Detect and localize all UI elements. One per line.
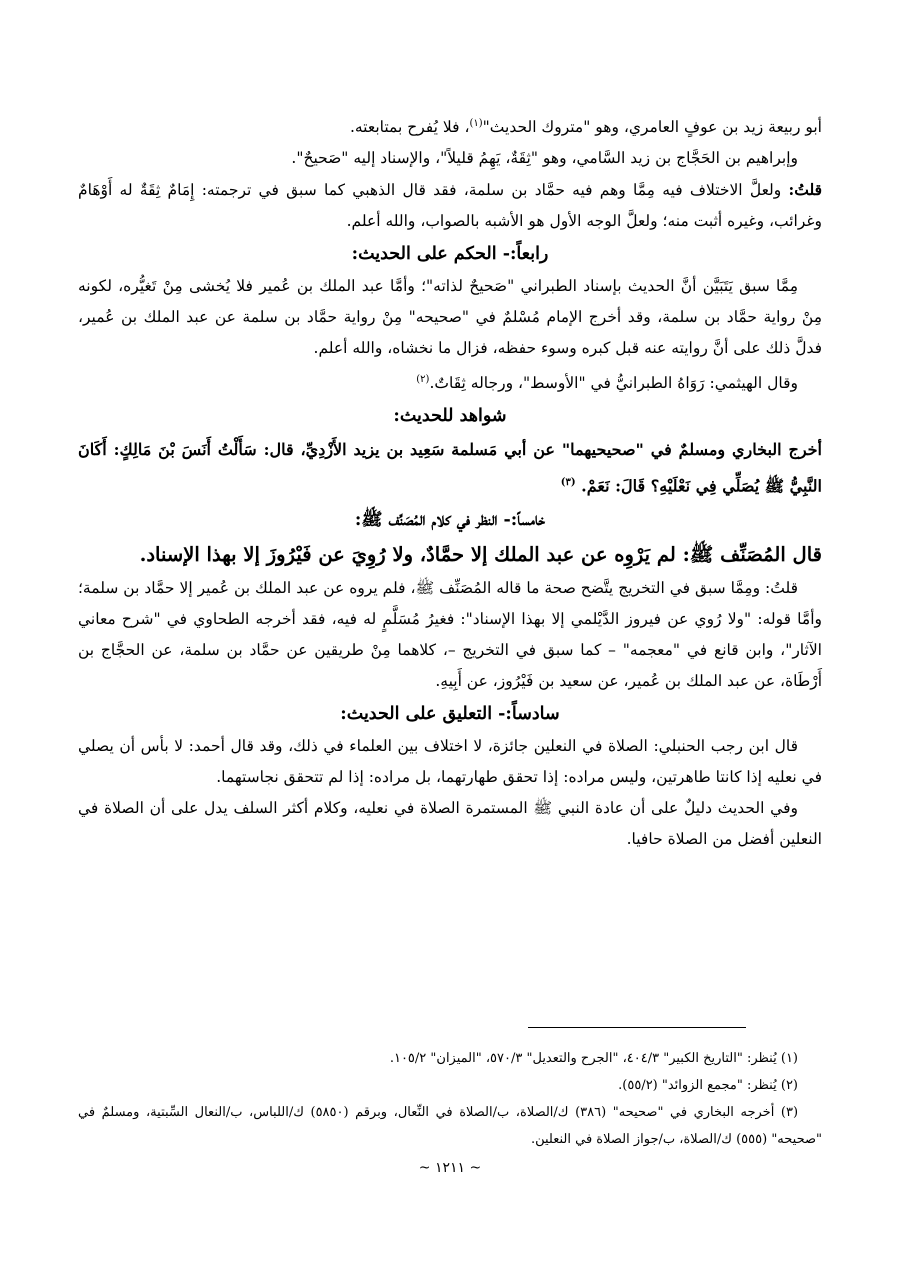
paragraph: وفي الحديث دليلٌ على أن عادة النبي ﷺ المستمرة الصلاة في نعليه، وكلام أكثر السلف يدل على أن الصلاة في النعلين أفضل من الصلاة حافيا. bbox=[78, 798, 822, 848]
section-heading: رابعاً:- الحكم على الحديث: bbox=[351, 244, 549, 265]
paragraph bbox=[78, 174, 822, 237]
paragraph: مِمَّا سبق يَتَبَيَّن أنَّ الحديث بإسناد الطبراني "صَحيحٌ لذاته"؛ وأمَّا عبد الملك بن عُمير فلا يُخشى مِنْ تَغيُّره، لكونه مِنْ رواية حمَّاد بن سلمة، وقد أخرج الإمام مُسْلمٌ في "صحيحه" مِنْ رواية حمَّاد بن سلمة عن عبد الملك بن عُمير، فدلَّ ذلك على أنَّ روايته عنه قبل كبره وسوء حفظه، فزال ما نخشاه، والله أعلم. bbox=[78, 277, 822, 358]
paragraph-text: ، فلا يُفرح بمتابعته. bbox=[349, 118, 470, 137]
section-heading: خامساً:- النظر في كلام المُصَنِّف ﷺ: bbox=[354, 509, 546, 530]
paragraph bbox=[78, 108, 822, 143]
paragraph: وإبراهيم بن الحَجَّاج بن زيد السَّامي، وهو "ثِقَةٌ، يَهِمُ قليلاً"، والإسناد إليه "صَحيحٌ". bbox=[291, 149, 798, 168]
paragraph-text: ولعلَّ الاختلاف فيه مِمَّا وهم فيه حمَّاد بن سلمة، فقد قال الذهبي كما سبق في ترجمته: إِمَامٌ ثِقَةٌ له أَوْهَامٌ وغرائب، وغيره أثبت منه؛ ولعلَّ الوجه الأول هو الأشبه بالصواب، والله أعلم. bbox=[78, 181, 822, 231]
author-quote bbox=[78, 537, 822, 573]
page-number: ~ ١٢١١ ~ bbox=[418, 1160, 482, 1176]
footnote: (١) يُنظر: "التاريخ الكبير" ٤٠٤/٣، "الجرح والتعديل" ٥٧٠/٣، "الميزان" ١٠٥/٢. bbox=[389, 1051, 798, 1066]
footnotes bbox=[78, 1045, 822, 1153]
page-body bbox=[78, 108, 822, 855]
quote-lead: قال المُصَنِّف ﷺ: bbox=[682, 542, 822, 566]
paragraph-text: أبو ربيعة زيد بن عوفٍ العامري، وهو "متروك الحديث" bbox=[482, 118, 822, 137]
paragraph-lead: قلتُ: bbox=[788, 180, 822, 200]
footnote: (٢) يُنظر: "مجمع الزوائد" (٥٥/٢). bbox=[618, 1078, 798, 1093]
paragraph: قال ابن رجب الحنبلي: الصلاة في النعلين جائزة، لا اختلاف بين العلماء في ذلك، وقد قال أحمد: لا بأس أن يصلي في نعليه إذا كانتا طاهرتين، وليس مراده: إذا تحقق طهارتهما، بل مراده: إذا لم تتحقق نجاستهما. bbox=[78, 736, 822, 786]
quote-text: لم يَرْوِه عن عبد الملك إلا حمَّادٌ، ولا رُوِيَ عن فَيْرُوزَ إلا بهذا الإسناد. bbox=[139, 542, 676, 566]
footnote-divider bbox=[528, 1027, 746, 1028]
footnote-ref[interactable]: (٢) bbox=[416, 374, 430, 386]
hadith-text bbox=[78, 433, 822, 502]
paragraph bbox=[78, 364, 822, 399]
section-heading: سادساً:- التعليق على الحديث: bbox=[340, 703, 560, 724]
paragraph-text: أخرج البخاري ومسلمٌ في "صحيحيهما" عن أبي مَسلمة سَعِيد بن يزيد الأَزْدِيِّ، قال: سَأَلْتُ أَنَسَ بْنَ مَالِكٍ: أَكَانَ النَّبِيُّ ﷺ يُصَلِّي فِي نَعْلَيْهِ؟ قَالَ: نَعَمْ. bbox=[78, 440, 822, 496]
footnote: (٣) أخرجه البخاري في "صحيحه" (٣٨٦) ك/الصلاة، ب/الصلاة في النِّعال، وبرقم (٥٨٥٠) ك/اللباس، ب/النعال السِّبتية، ومسلمٌ في "صحيحه" (٥٥٥) ك/الصلاة، ب/جواز الصلاة في النعلين. bbox=[78, 1105, 822, 1147]
paragraph-text: وقال الهيثمي: رَوَاهُ الطبرانيُّ في "الأوسط"، ورجاله ثِقَاتٌ. bbox=[429, 374, 798, 393]
footnote-ref[interactable]: (١) bbox=[469, 118, 483, 129]
section-heading: شواهد للحديث: bbox=[393, 406, 507, 427]
paragraph: قلتُ: ومِمَّا سبق في التخريج يتَّضح صحة ما قاله المُصَنِّف ﷺ، فلم يروه عن عبد الملك بن عُمير إلا حمَّاد بن سلمة؛ وأمَّا قوله: "ولا رُوي عن فيروز الدَّيْلمي إلا بهذا الإسناد": فغيرُ مُسَلَّمٍ له فيه، فقد أخرجه الطحاوي في "شرح معاني الآثار"، وابن قانع في "معجمه" – كما سبق في التخريج –، كلاهما مِنْ طريقين عن حمَّاد بن سلمة، عن الحجَّاج بن أَرْطَاة، عن عبد الملك بن عُمير، عن سعيد بن فَيْرُوز، عن أَبِيهِ. bbox=[78, 578, 822, 690]
footnote-ref[interactable]: (٣) bbox=[560, 477, 576, 489]
